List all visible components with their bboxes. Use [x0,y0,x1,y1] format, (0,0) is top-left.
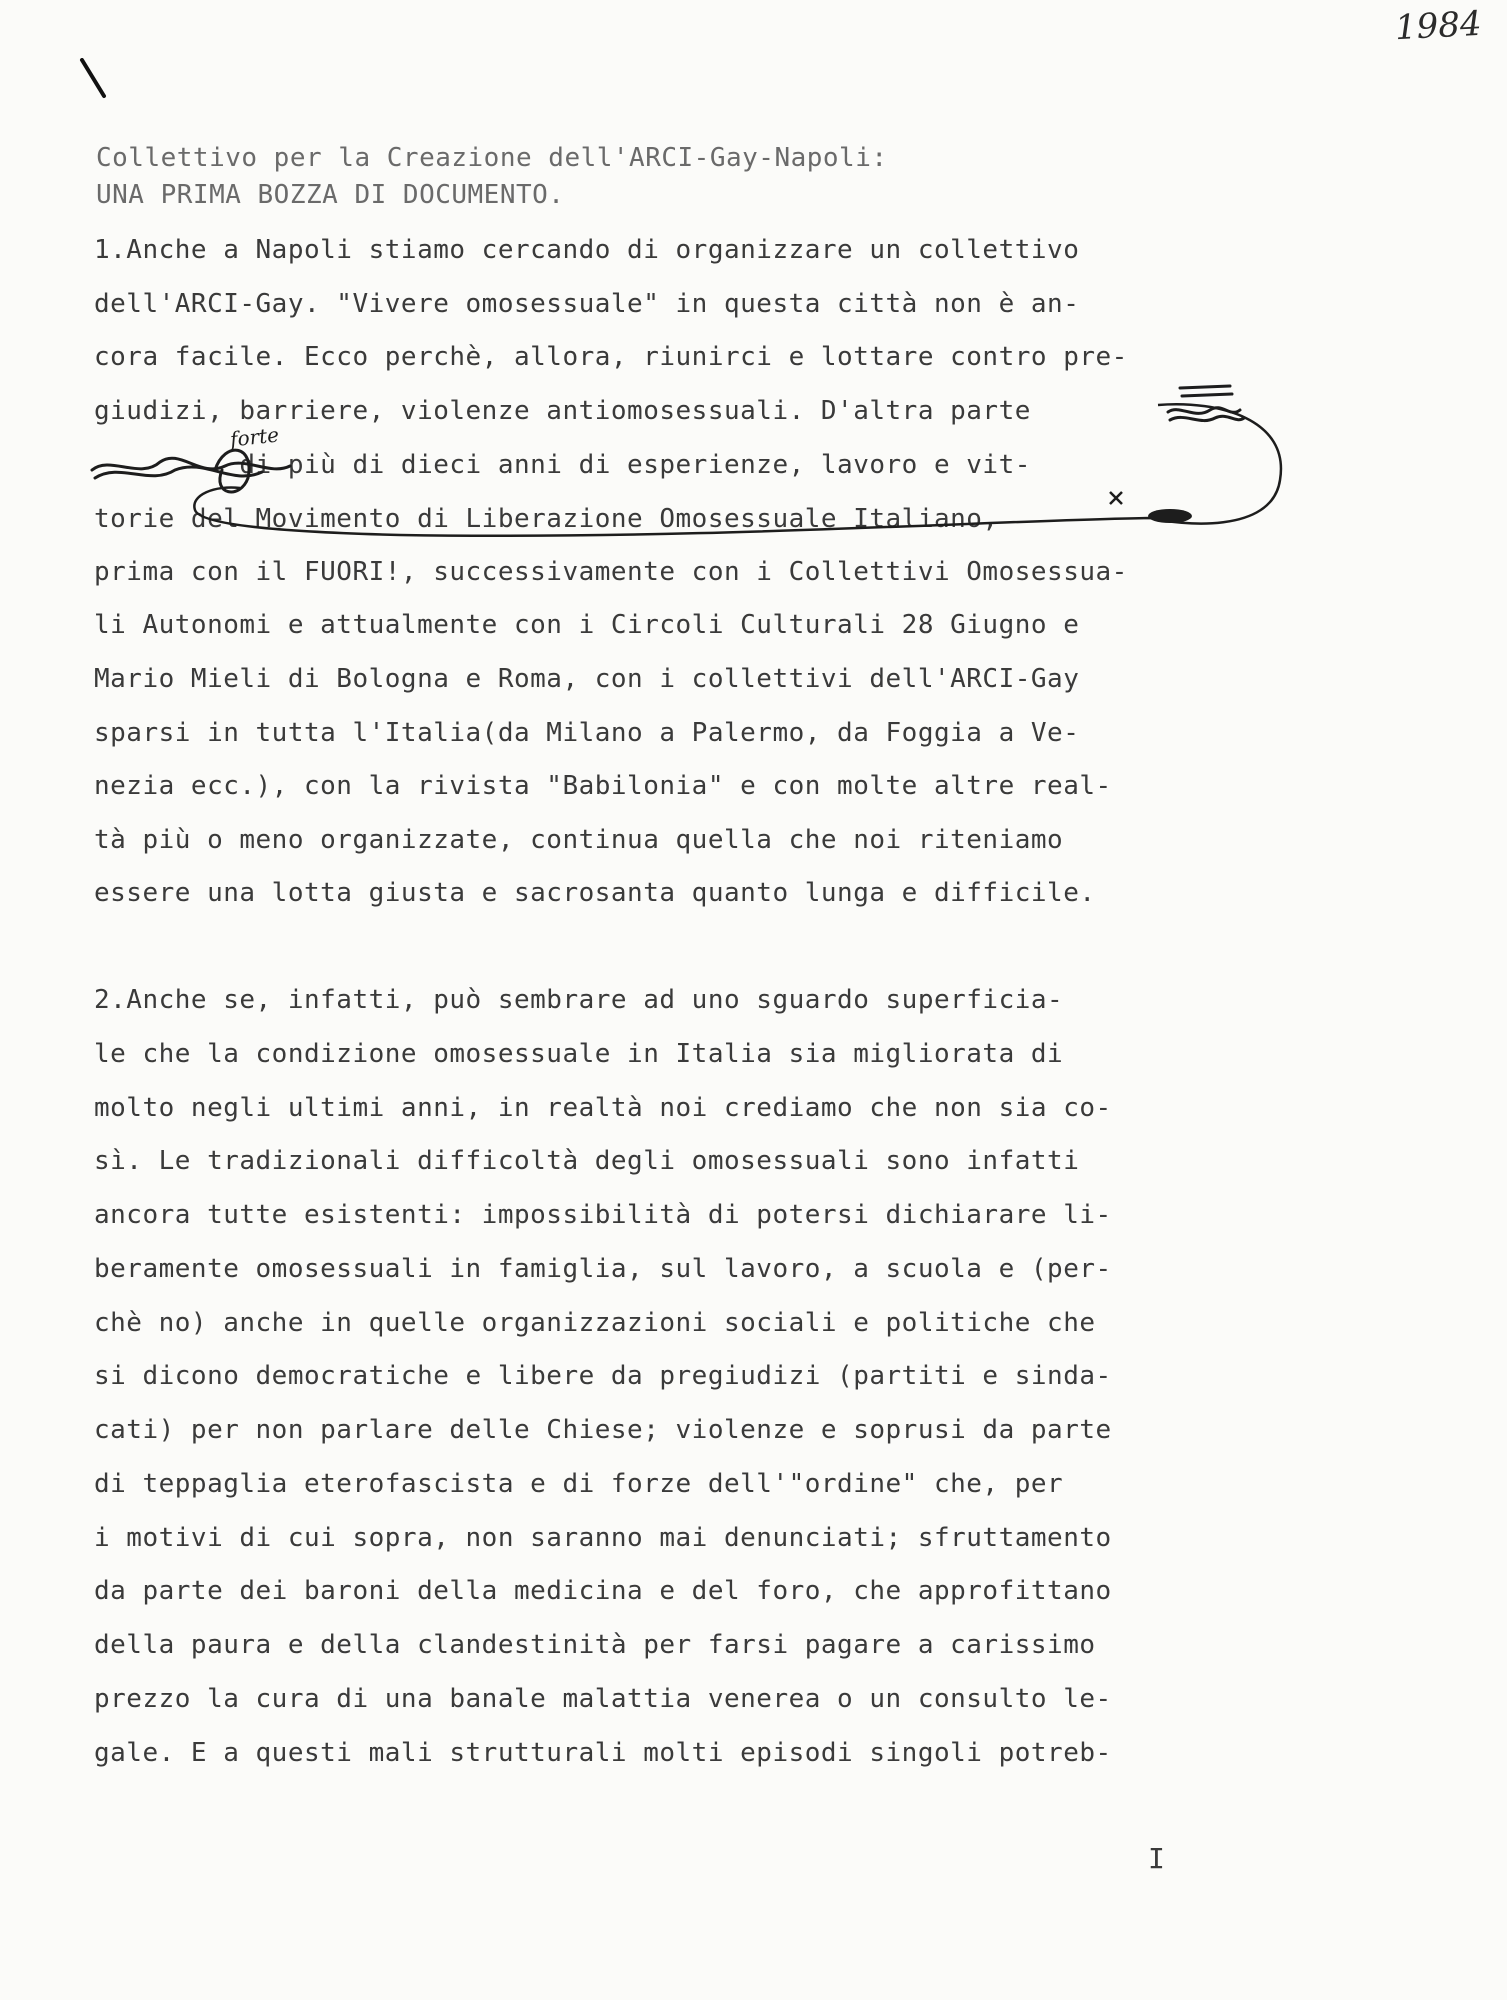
paragraph-2-line: cati) per non parlare delle Chiese; violenze e soprusi da parte [94,1415,1112,1445]
heading-line-2: UNA PRIMA BOZZA DI DOCUMENTO. [96,180,565,210]
heading-line-1: Collettivo per la Creazione dell'ARCI-Gay-Napoli: [96,143,888,173]
page-number: I [1148,1842,1166,1875]
paragraph-2-line: chè no) anche in quelle organizzazioni sociali e politiche che [94,1308,1096,1338]
paragraph-2-line: da parte dei baroni della medicina e del foro, che approfittano [94,1576,1112,1606]
paragraph-1-line: torie del Movimento di Liberazione Omosessuale Italiano, [94,504,999,534]
paragraph-1-line: giudizi, barriere, violenze antiomosessuali. D'altra parte [94,396,1031,426]
paragraph-1-line: tà più o meno organizzate, continua quella che noi riteniamo [94,825,1064,855]
paragraph-2-line: ancora tutte esistenti: impossibilità di potersi dichiarare li- [94,1200,1112,1230]
paragraph-1-line: sparsi in tutta l'Italia(da Milano a Palermo, da Foggia a Ve- [94,718,1080,748]
paragraph-2-line: beramente omosessuali in famiglia, sul lavoro, a scuola e (per- [94,1254,1112,1284]
paragraph-1-line: 1.Anche a Napoli stiamo cercando di organizzare un collettivo [94,235,1080,265]
paragraph-1-line: li Autonomi e attualmente con i Circoli Culturali 28 Giugno e [94,610,1080,640]
paragraph-1-line: di più di dieci anni di esperienze, lavoro e vit- [94,450,1031,480]
paragraph-2-line: le che la condizione omosessuale in Italia sia migliorata di [94,1039,1064,1069]
paragraph-1-line: nezia ecc.), con la rivista "Babilonia" e con molte altre real- [94,771,1112,801]
paragraph-2-line: gale. E a questi mali strutturali molti episodi singoli potreb- [94,1738,1112,1768]
paragraph-2-line: molto negli ultimi anni, in realtà noi crediamo che non sia co- [94,1093,1112,1123]
paragraph-1-line: prima con il FUORI!, successivamente con i Collettivi Omosessua- [94,557,1128,587]
paragraph-2-line: i motivi di cui sopra, non saranno mai denunciati; sfruttamento [94,1523,1112,1553]
handwritten-insert-word: forte [228,422,281,452]
ink-blot-mark [1148,509,1192,523]
handwritten-year-note: 1984 [1394,3,1483,49]
paragraph-2-line: si dicono democratiche e libere da pregiudizi (partiti e sinda- [94,1361,1112,1391]
paragraph-2-line: sì. Le tradizionali difficoltà degli omosessuali sono infatti [94,1146,1080,1176]
paragraph-1-line: dell'ARCI-Gay. "Vivere omosessuale" in questa città non è an- [94,289,1080,319]
caret-mark [1110,492,1122,504]
scribble-strikeout-mark [1168,386,1244,421]
paragraph-2-line: prezzo la cura di una banale malattia venerea o un consulto le- [94,1684,1112,1714]
paragraph-2-line: della paura e della clandestinità per farsi pagare a carissimo [94,1630,1096,1660]
paragraph-1-line: Mario Mieli di Bologna e Roma, con i collettivi dell'ARCI-Gay [94,664,1080,694]
paragraph-2-line: di teppaglia eterofascista e di forze dell'"ordine" che, per [94,1469,1064,1499]
paragraph-1-line: essere una lotta giusta e sacrosanta quanto lunga e difficile. [94,878,1096,908]
pen-stroke-mark [78,58,108,100]
paragraph-1-line: cora facile. Ecco perchè, allora, riunirci e lottare contro pre- [94,342,1128,372]
document-heading [96,140,888,214]
paragraph-2-line: 2.Anche se, infatti, può sembrare ad uno sguardo superficia- [94,985,1064,1015]
